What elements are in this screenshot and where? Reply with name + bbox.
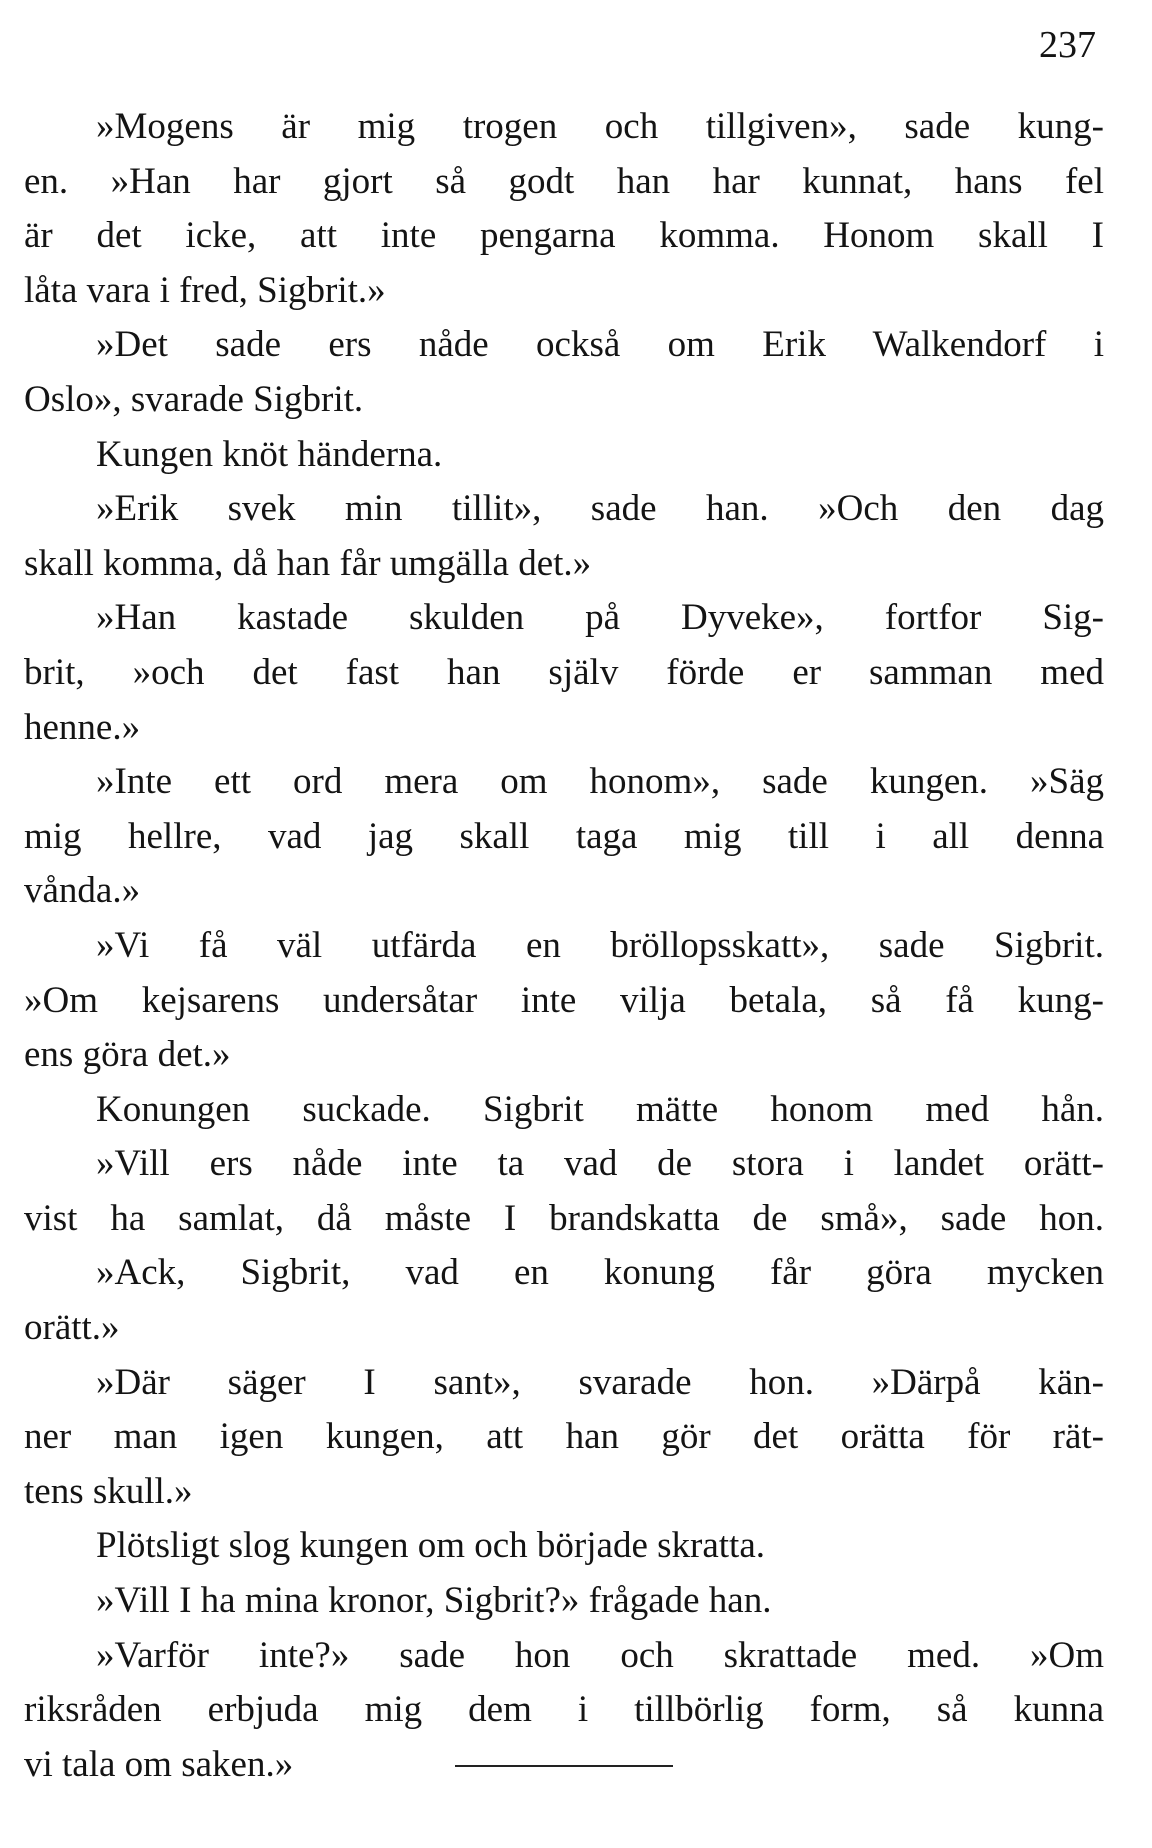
text-line: henne.» (24, 706, 141, 748)
text-line: låta vara i fred, Sigbrit.» (24, 269, 386, 311)
text-line: »Inte ett ord mera om honom», sade kungen. »Säg (96, 761, 1104, 803)
end-rule (455, 1765, 673, 1767)
text-line: »Han kastade skulden på Dyveke», fortfor Sig- (96, 597, 1104, 639)
text-line: skall komma, då han får umgälla det.» (24, 542, 592, 584)
text-line: Plötsligt slog kungen om och började skratta. (96, 1525, 765, 1567)
text-line: »Erik svek min tillit», sade han. »Och den dag (96, 488, 1104, 530)
text-line: en. »Han har gjort så godt han har kunnat, hans fel (24, 160, 1104, 202)
text-line: »Ack, Sigbrit, vad en konung får göra mycken (96, 1252, 1104, 1294)
text-line: orätt.» (24, 1307, 120, 1349)
text-line: »Mogens är mig trogen och tillgiven», sade kung- (96, 106, 1104, 147)
text-line: »Där säger I sant», svarade hon. »Därpå kän- (96, 1361, 1104, 1403)
text-line: »Vi få väl utfärda en bröllopsskatt», sade Sigbrit. (96, 924, 1104, 966)
text-line: Oslo», svarade Sigbrit. (24, 378, 364, 420)
text-line: riksråden erbjuda mig dem i tillbörlig form, så kunna (24, 1689, 1104, 1731)
text-line: »Om kejsarens undersåtar inte vilja betala, så få kung- (24, 979, 1104, 1021)
text-line: ens göra det.» (24, 1034, 231, 1076)
text-line: är det icke, att inte pengarna komma. Honom skall I (24, 215, 1104, 257)
text-line: brit, »och det fast han själv förde er samman med (24, 651, 1104, 693)
text-line: vi tala om saken.» (24, 1743, 294, 1785)
text-line: Kungen knöt händerna. (96, 433, 443, 475)
text-line: vist ha samlat, då måste I brandskatta de små», sade hon. (24, 1197, 1104, 1239)
text-line: mig hellre, vad jag skall taga mig till i all denna (24, 815, 1104, 857)
text-line: »Vill ers nåde inte ta vad de stora i landet orätt- (96, 1143, 1104, 1185)
text-line: Konungen suckade. Sigbrit mätte honom med hån. (96, 1088, 1104, 1130)
text-line: »Varför inte?» sade hon och skrattade med. »Om (96, 1634, 1104, 1676)
text-line: vånda.» (24, 870, 141, 912)
text-line: ner man igen kungen, att han gör det orätta för rät- (24, 1416, 1104, 1458)
text-line: »Det sade ers nåde också om Erik Walkendorf i (96, 324, 1104, 366)
body-text (24, 100, 1104, 1792)
text-line: tens skull.» (24, 1470, 193, 1512)
text-line: »Vill I ha mina kronor, Sigbrit?» frågade han. (96, 1580, 772, 1622)
page-number: 237 (1039, 24, 1096, 66)
